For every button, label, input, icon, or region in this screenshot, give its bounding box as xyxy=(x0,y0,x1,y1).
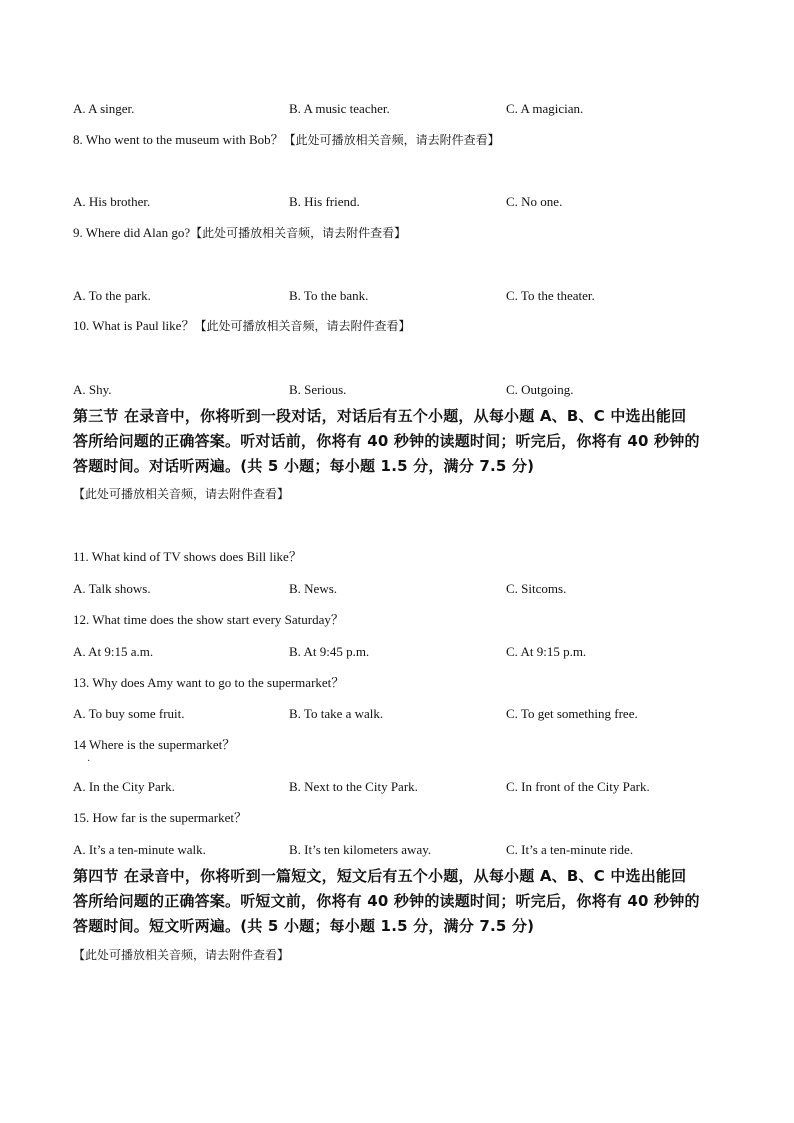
section4-instructions xyxy=(73,864,728,939)
section3-line1: 第三节 在录音中，你将听到一段对话，对话后有五个小题，从每小题 A、B、C 中选出能回 xyxy=(73,407,687,425)
section4-line2: 答所给问题的正确答案。听短文前，你将有 40 秒钟的读题时间；听完后，你将有 40 秒钟的 xyxy=(73,892,700,910)
section4-line3: 答题时间。短文听两遍。(共 5 小题；每小题 1.5 分，满分 7.5 分) xyxy=(73,917,535,935)
q9-option-b: B. To the bank. xyxy=(289,288,369,303)
q12-option-b: B. At 9:45 p.m. xyxy=(289,644,370,659)
q8-question-line xyxy=(73,132,500,148)
q8-option-c: C. No one. xyxy=(506,194,563,209)
q13-option-c: C. To get something free. xyxy=(506,706,638,721)
q12-question: 12. What time does the show start every Saturday？ xyxy=(73,612,344,627)
q11-question: 11. What kind of TV shows does Bill like？ xyxy=(73,549,302,564)
q8-question: 8. Who went to the museum with Bob？ xyxy=(73,132,284,147)
q12-option-c: C. At 9:15 p.m. xyxy=(506,644,587,659)
section3-line3: 答题时间。对话听两遍。(共 5 小题；每小题 1.5 分，满分 7.5 分) xyxy=(73,457,535,475)
q13-option-b: B. To take a walk. xyxy=(289,706,384,721)
q10-option-a: A. Shy. xyxy=(73,382,112,397)
q9-option-c: C. To the theater. xyxy=(506,288,595,303)
q14-option-c: C. In front of the City Park. xyxy=(506,779,650,794)
q9-question: 9. Where did Alan go? xyxy=(73,225,191,240)
q7-option-b: B. A music teacher. xyxy=(289,101,390,116)
q15-option-a: A. It’s a ten-minute walk. xyxy=(73,842,206,857)
q8-audio-note[interactable]: 【此处可播放相关音频，请去附件查看】 xyxy=(283,133,500,147)
q9-audio-note[interactable]: 【此处可播放相关音频，请去附件查看】 xyxy=(190,226,407,240)
q11-option-b: B. News. xyxy=(289,581,338,596)
q8-option-a: A. His brother. xyxy=(73,194,151,209)
q15-question: 15. How far is the supermarket？ xyxy=(73,810,248,825)
q10-option-b: B. Serious. xyxy=(289,382,347,397)
q9-option-a: A. To the park. xyxy=(73,288,151,303)
section4-audio-note[interactable]: 【此处可播放相关音频，请去附件查看】 xyxy=(73,948,290,962)
q11-option-c: C. Sitcoms. xyxy=(506,581,567,596)
q13-option-a: A. To buy some fruit. xyxy=(73,706,185,721)
q14-option-b: B. Next to the City Park. xyxy=(289,779,418,794)
stray-dot: · xyxy=(87,756,91,767)
q15-option-c: C. It’s a ten-minute ride. xyxy=(506,842,634,857)
q14-question: 14 Where is the supermarket？ xyxy=(73,737,236,752)
q13-question: 13. Why does Amy want to go to the supermarket？ xyxy=(73,675,345,690)
q14-option-a: A. In the City Park. xyxy=(73,779,175,794)
q12-option-a: A. At 9:15 a.m. xyxy=(73,644,154,659)
q15-option-b: B. It’s ten kilometers away. xyxy=(289,842,432,857)
q9-question-line xyxy=(73,225,406,241)
q10-option-c: C. Outgoing. xyxy=(506,382,574,397)
section4-line1: 第四节 在录音中，你将听到一篇短文，短文后有五个小题，从每小题 A、B、C 中选出能回 xyxy=(73,867,687,885)
q10-audio-note[interactable]: 【此处可播放相关音频，请去附件查看】 xyxy=(194,319,411,333)
section3-audio-note[interactable]: 【此处可播放相关音频，请去附件查看】 xyxy=(73,487,290,501)
q7-option-a: A. A singer. xyxy=(73,101,135,116)
q10-question: 10. What is Paul like？ xyxy=(73,318,195,333)
q8-option-b: B. His friend. xyxy=(289,194,360,209)
section3-instructions xyxy=(73,404,728,479)
q7-option-c: C. A magician. xyxy=(506,101,584,116)
q11-option-a: A. Talk shows. xyxy=(73,581,151,596)
q10-question-line xyxy=(73,318,410,334)
section3-line2: 答所给问题的正确答案。听对话前，你将有 40 秒钟的读题时间；听完后，你将有 40 秒钟的 xyxy=(73,432,700,450)
